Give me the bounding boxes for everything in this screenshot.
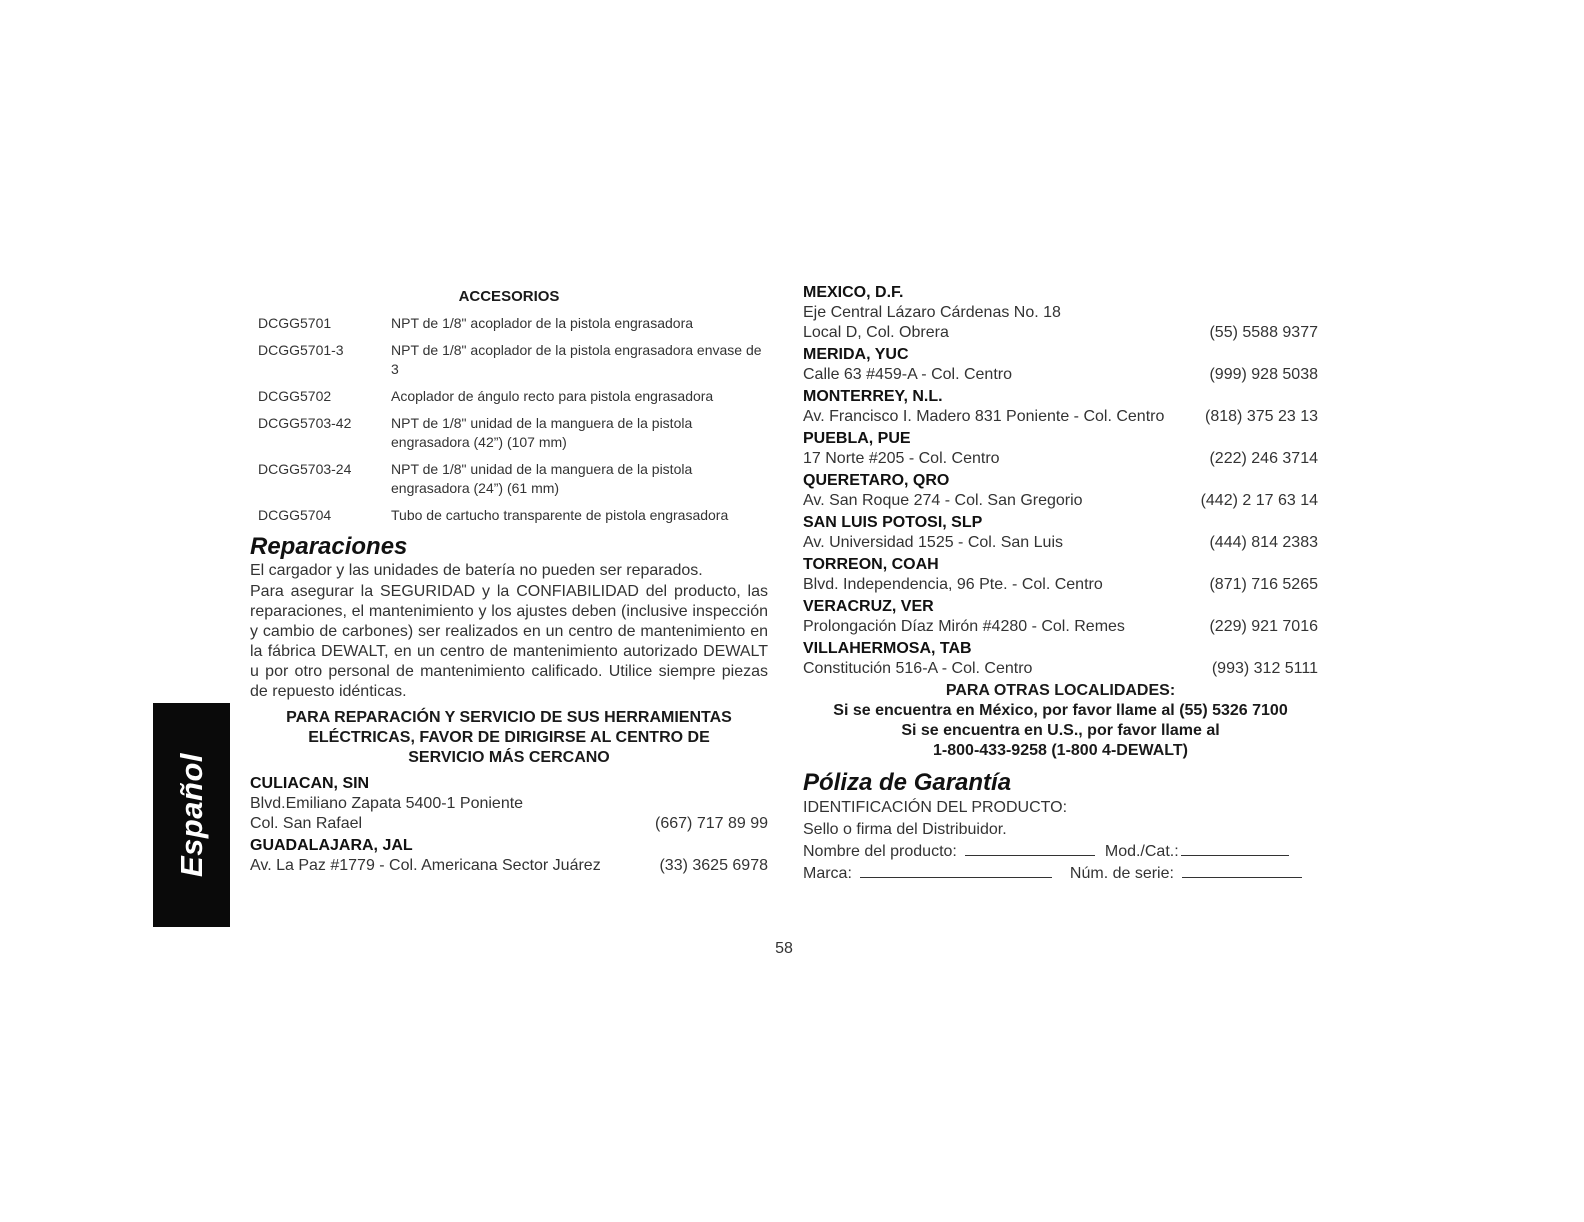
service-center-address-line (250, 814, 768, 834)
service-center-street: Eje Central Lázaro Cárdenas No. 18 (803, 304, 1061, 321)
service-center-address: Blvd. Independencia, 96 Pte. - Col. Centro (803, 576, 1103, 593)
service-heading-line: ELÉCTRICAS, FAVOR DE DIRIGIRSE AL CENTRO DE (308, 729, 710, 746)
other-locations-us-phone: 1-800-433-9258 (1-800 4-DEWALT) (933, 742, 1188, 759)
model-field[interactable] (1181, 841, 1289, 856)
service-center-phone: (33) 3625 6978 (659, 857, 768, 874)
accessory-code: DCGG5701-3 (258, 342, 344, 358)
repairs-paragraph: El cargador y las unidades de batería no pueden ser reparados. (250, 562, 703, 579)
accessory-row (250, 314, 768, 333)
service-center-address: Col. San Rafael (250, 815, 363, 832)
language-tab-label: Español (173, 752, 209, 878)
service-center-city: MONTERREY, N.L. (803, 388, 943, 405)
service-center-phone: (993) 312 5111 (1211, 660, 1318, 677)
service-center-address-line (803, 533, 1318, 553)
service-center (803, 597, 1318, 637)
service-center-address-line (803, 303, 1318, 323)
accessory-row (250, 341, 768, 379)
service-heading-line: SERVICIO MÁS CERCANO (408, 749, 610, 766)
accessory-code: DCGG5703-42 (258, 415, 352, 431)
page-number: 58 (775, 940, 793, 957)
service-center-phone: (818) 375 23 13 (1205, 408, 1318, 425)
accessory-code: DCGG5702 (258, 388, 332, 404)
warranty-id-text: IDENTIFICACIÓN DEL PRODUCTO: (803, 799, 1068, 816)
service-center-city: MEXICO, D.F. (803, 284, 904, 301)
service-center (803, 345, 1318, 385)
service-center-address-line (803, 617, 1318, 637)
service-center-address: 17 Norte #205 - Col. Centro (803, 450, 1000, 467)
model-label: Mod./Cat.: (1104, 843, 1179, 860)
service-center (803, 283, 1318, 343)
brand-field[interactable] (860, 863, 1052, 878)
service-center-address: Av. Francisco I. Madero 831 Poniente - Col. Centro (803, 408, 1165, 425)
warranty-product-line (803, 841, 1318, 863)
left-column (250, 288, 768, 878)
service-center (250, 836, 768, 876)
service-center-city: SAN LUIS POTOSI, SLP (803, 514, 983, 531)
service-center (803, 429, 1318, 469)
service-center-address-line (250, 794, 768, 814)
service-center-city: QUERETARO, QRO (803, 472, 950, 489)
service-center (803, 555, 1318, 595)
service-center-phone: (444) 814 2383 (1209, 534, 1318, 551)
warranty-id-label (803, 797, 1318, 819)
service-center-phone: (999) 928 5038 (1209, 366, 1318, 383)
service-center-city: CULIACAN, SIN (250, 775, 370, 792)
product-name-label: Nombre del producto: (803, 843, 957, 860)
service-center-phone: (667) 717 89 99 (655, 815, 768, 832)
service-center-phone: (871) 716 5265 (1209, 576, 1318, 593)
service-center-city: VERACRUZ, VER (803, 598, 934, 615)
service-center (803, 513, 1318, 553)
service-center-city: MERIDA, YUC (803, 346, 909, 363)
service-center-address: Av. La Paz #1779 - Col. Americana Sector Juárez (250, 857, 601, 874)
service-center-address-line (803, 323, 1318, 343)
accessory-code: DCGG5704 (258, 507, 332, 523)
repairs-paragraph: Para asegurar la SEGURIDAD y la CONFIABILIDAD del producto, las reparaciones, el mantenimiento y los ajustes deben (inclusive inspección y cambio de carbones) ser realizados en un centro de mantenimiento en la fábrica DEWALT, en un centro de mantenimiento autorizado DEWALT u por otro personal de mantenimiento calificado. Utilice siempre piezas de repuesto idénticas. (250, 583, 768, 700)
service-center-address-line (803, 575, 1318, 595)
accessory-row (250, 460, 768, 498)
service-center-address-line (250, 856, 768, 876)
accessory-code: DCGG5703-24 (258, 461, 352, 477)
serial-field[interactable] (1182, 863, 1302, 878)
accessory-description: NPT de 1/8" unidad de la manguera de la pistola engrasadora (24”) (61 mm) (391, 461, 693, 496)
accessory-row (250, 387, 768, 406)
service-center-city: PUEBLA, PUE (803, 430, 911, 447)
service-center-address: Av. San Roque 274 - Col. San Gregorio (803, 492, 1083, 509)
brand-label: Marca: (803, 865, 852, 882)
service-center-city: VILLAHERMOSA, TAB (803, 640, 972, 657)
warranty-brand-line (803, 863, 1318, 885)
accessory-description: NPT de 1/8" unidad de la manguera de la pistola engrasadora (42”) (107 mm) (391, 415, 693, 450)
accessories-title: ACCESORIOS (458, 288, 560, 305)
service-center-address-line (803, 449, 1318, 469)
service-center-address: Calle 63 #459-A - Col. Centro (803, 366, 1012, 383)
service-center-address: Prolongación Díaz Mirón #4280 - Col. Remes (803, 618, 1125, 635)
service-center (250, 774, 768, 834)
service-center-address-line (803, 407, 1318, 427)
accessory-row (250, 506, 768, 525)
warranty-seal-line (803, 819, 1318, 841)
other-locations-title: PARA OTRAS LOCALIDADES: (945, 682, 1176, 699)
warranty-heading: Póliza de Garantía (803, 769, 1012, 796)
service-heading-line: PARA REPARACIÓN Y SERVICIO DE SUS HERRAMIENTAS (286, 709, 732, 726)
service-heading (250, 708, 768, 768)
language-tab (153, 703, 230, 927)
service-center-address: Av. Universidad 1525 - Col. San Luis (803, 534, 1063, 551)
accessory-description: NPT de 1/8" acoplador de la pistola engrasadora envase de 3 (391, 342, 762, 377)
repairs-heading: Reparaciones (250, 533, 408, 560)
accessories-list (250, 314, 768, 525)
other-locations-mexico: Si se encuentra en México, por favor llame al (55) 5326 7100 (833, 702, 1288, 719)
service-center-address-line (803, 365, 1318, 385)
service-center-address: Local D, Col. Obrera (803, 324, 949, 341)
service-center-street: Blvd.Emiliano Zapata 5400-1 Poniente (250, 795, 524, 812)
accessory-description: Acoplador de ángulo recto para pistola engrasadora (391, 388, 714, 404)
service-center-phone: (55) 5588 9377 (1209, 324, 1318, 341)
other-locations-us: Si se encuentra en U.S., por favor llame al (901, 722, 1220, 739)
serial-label: Núm. de serie: (1069, 865, 1174, 882)
service-center-city: GUADALAJARA, JAL (250, 837, 413, 854)
service-center-address-line (803, 659, 1318, 679)
other-locations (803, 681, 1318, 761)
service-center-address-line (803, 491, 1318, 511)
service-center-city: TORREON, COAH (803, 556, 939, 573)
service-center-address: Constitución 516-A - Col. Centro (803, 660, 1033, 677)
service-center-phone: (229) 921 7016 (1209, 618, 1318, 635)
service-center-phone: (442) 2 17 63 14 (1200, 492, 1318, 509)
service-center-phone: (222) 246 3714 (1209, 450, 1318, 467)
service-center (803, 639, 1318, 679)
accessory-description: Tubo de cartucho transparente de pistola engrasadora (391, 507, 729, 523)
accessory-row (250, 414, 768, 452)
warranty-seal-text: Sello o firma del Distribuidor. (803, 821, 1007, 838)
service-center (803, 387, 1318, 427)
service-center (803, 471, 1318, 511)
accessory-description: NPT de 1/8" acoplador de la pistola engrasadora (391, 315, 694, 331)
product-name-field[interactable] (965, 841, 1095, 856)
accessory-code: DCGG5701 (258, 315, 332, 331)
right-column (803, 283, 1318, 885)
